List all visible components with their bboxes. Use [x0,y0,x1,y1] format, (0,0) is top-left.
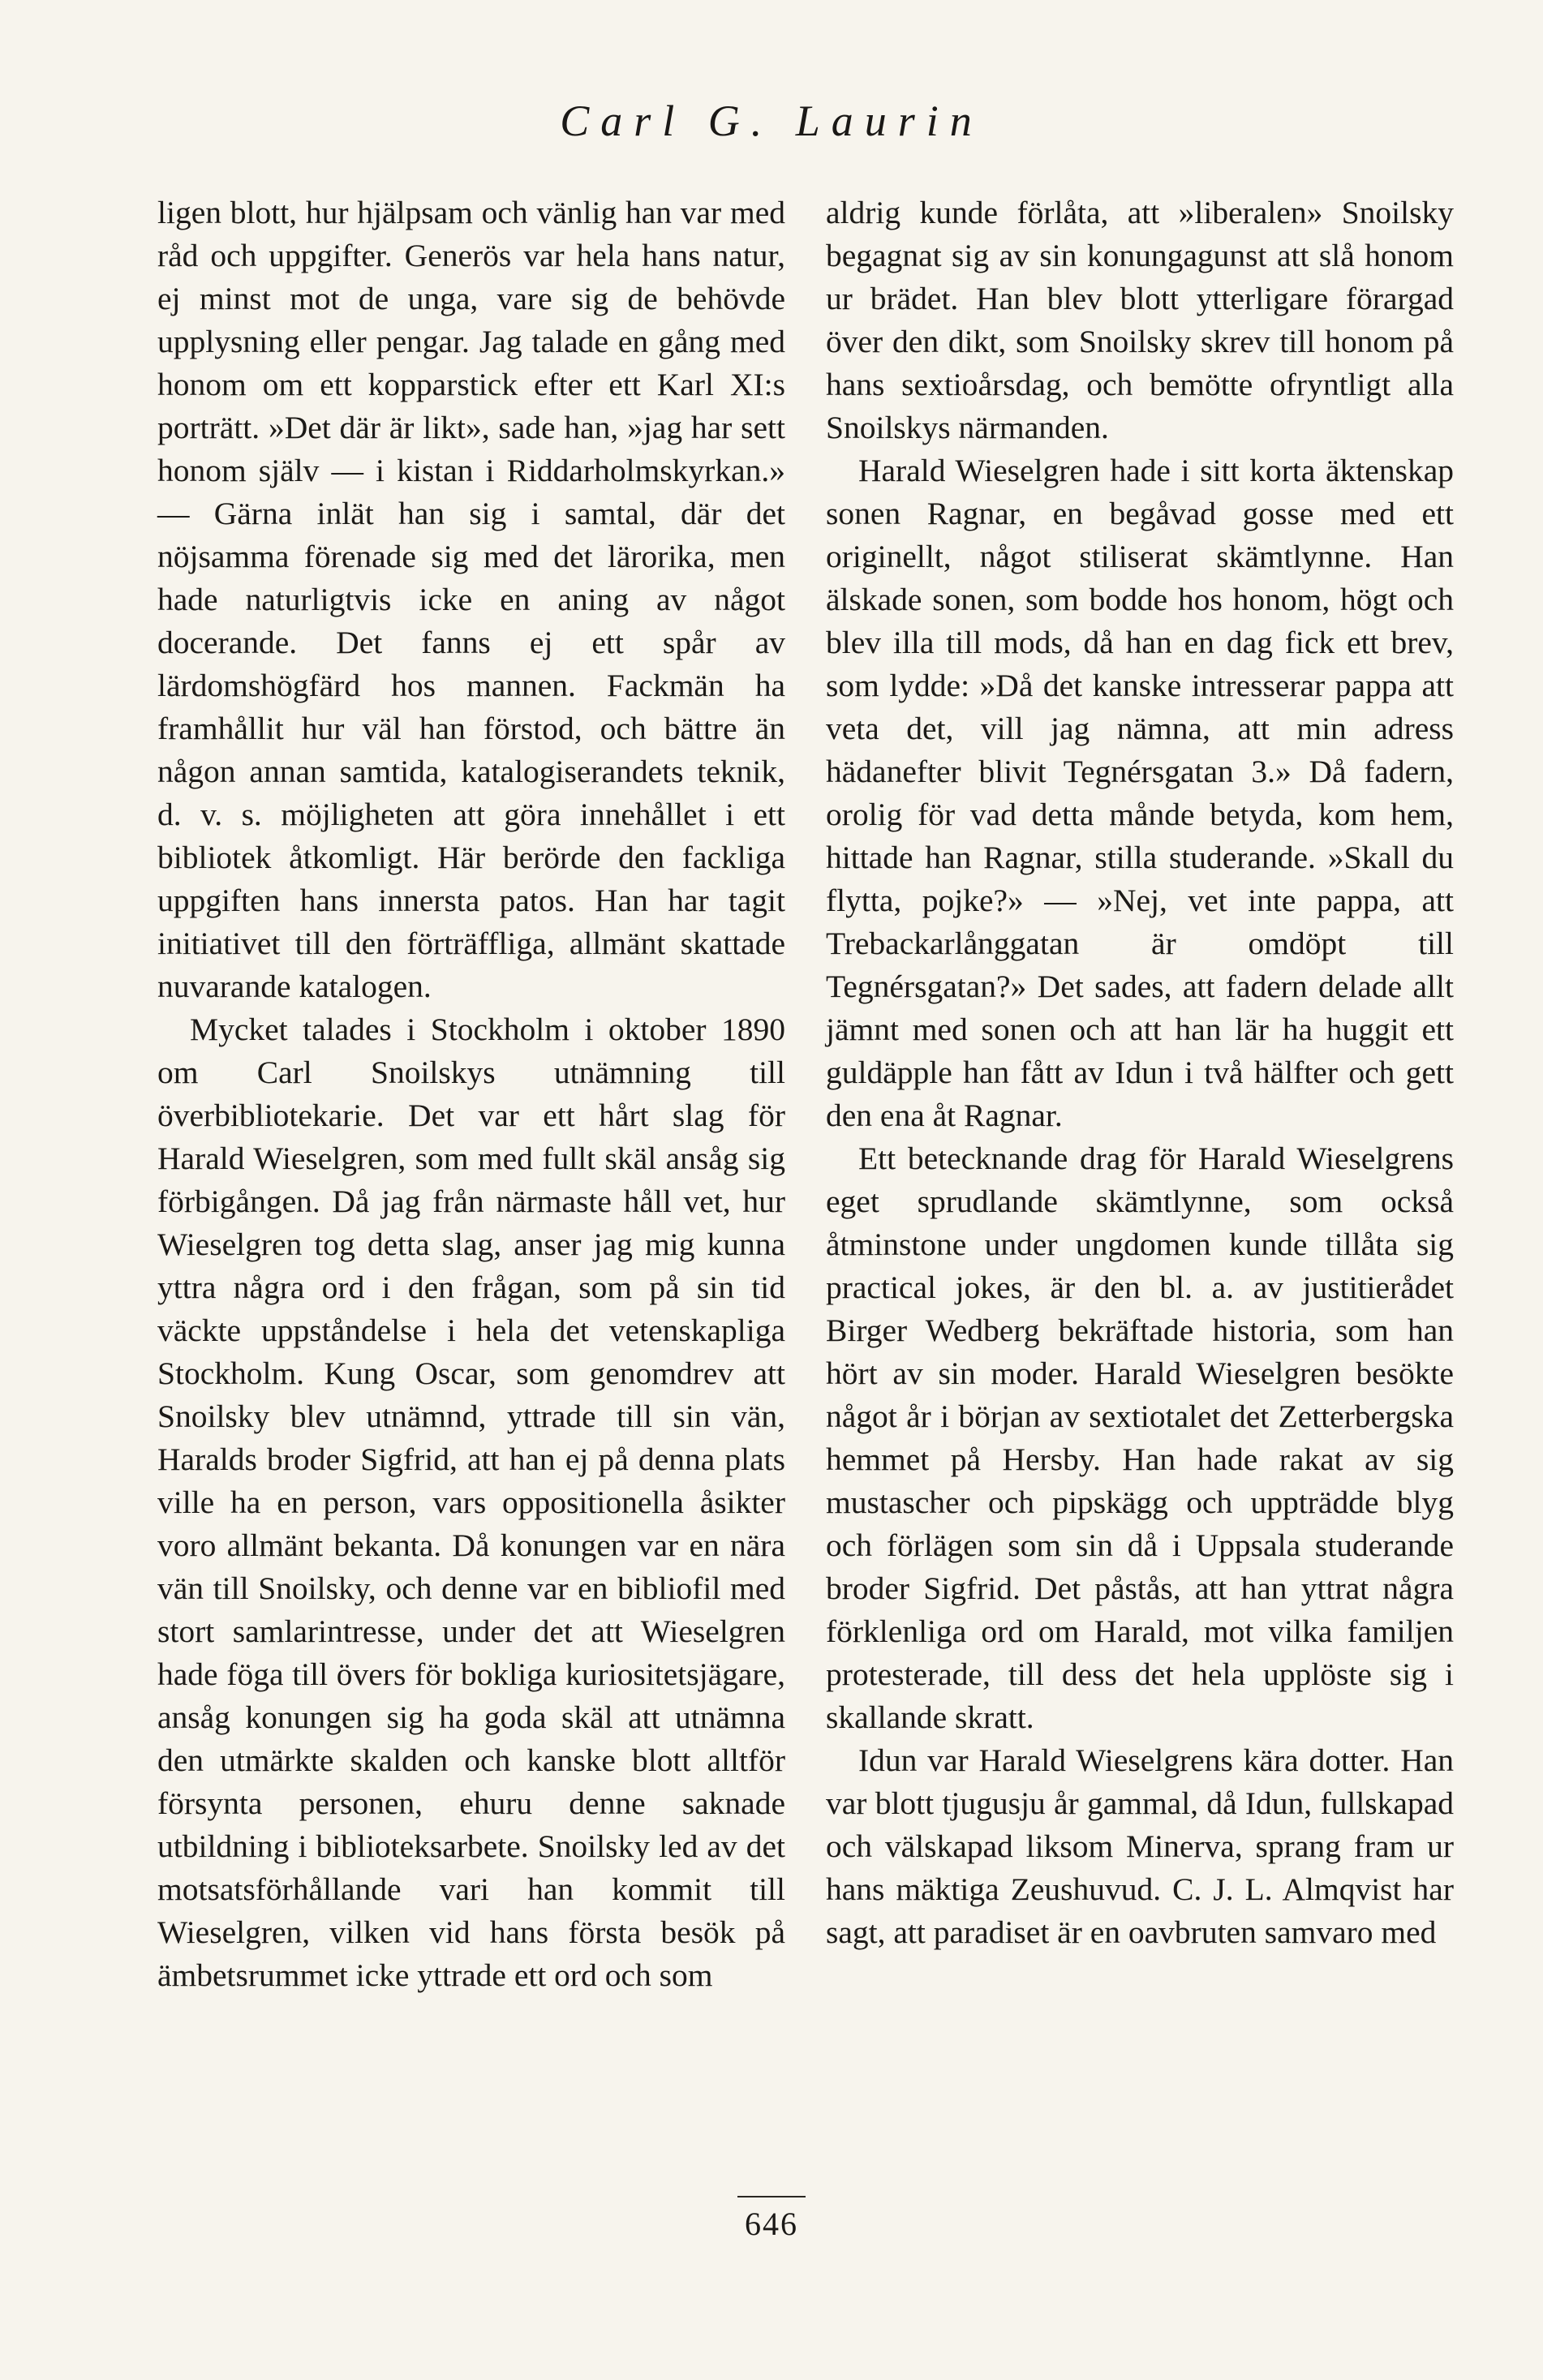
left-column [157,191,785,1997]
paragraph: Mycket talades i Stockholm i oktober 1890 om Carl Snoilskys utnämning till överbibliotekarie. Det var ett hårt slag för Harald Wieselgren, som med fullt skäl ansåg sig förbigången. Då jag från närmaste håll vet, hur Wieselgren tog detta slag, anser jag mig kunna yttra några ord i den frågan, som på sin tid väckte uppståndelse i hela det vetenskapliga Stockholm. Kung Oscar, som genomdrev att Snoilsky blev utnämnd, yttrade till sin vän, Haralds broder Sigfrid, att han ej på denna plats ville ha en person, vars oppositionella åsikter voro allmänt bekanta. Då konungen var en nära vän till Snoilsky, och denne var en bibliofil med stort samlarintresse, under det att Wieselgren hade föga till övers för bokliga kuriositetsjägare, ansåg konungen sig ha goda skäl att utnämna den utmärkte skalden och kanske blott alltför försynta personen, ehuru denne saknade utbildning i biblioteksarbete. Snoilsky led av det motsatsförhållande vari han kommit till Wieselgren, vilken vid hans första besök på ämbetsrummet icke yttrade ett ord och som [157,1012,785,1993]
paragraph: Idun var Harald Wieselgrens kära dotter. Han var blott tjugusju år gammal, då Idun, fullskapad och välskapad liksom Minerva, sprang fram ur hans mäktiga Zeushuvud. C. J. L. Almqvist har sagt, att paradiset är en oavbruten samvaro med [826,1742,1454,1950]
paragraph: ligen blott, hur hjälpsam och vänlig han var med råd och uppgifter. Generös var hela hans natur, ej minst mot de unga, vare sig de behövde upplysning eller pengar. Jag talade en gång med honom om ett kopparstick efter ett Karl XI:s porträtt. »Det där är likt», sade han, »jag har sett honom själv — i kistan i Riddarholmskyrkan.» — Gärna inlät han sig i samtal, där det nöjsamma förenade sig med det lärorika, men hade naturligtvis icke en aning av något docerande. Det fanns ej ett spår av lärdomshögfärd hos mannen. Fackmän ha framhållit hur väl han förstod, och bättre än någon annan samtida, katalogiserandets teknik, d. v. s. möjligheten att göra innehållet i ett bibliotek åtkomligt. Här berörde den fackliga uppgiften hans innersta patos. Han har tagit initiativet till den förträffliga, allmänt skattade nuvarande katalogen. [157,195,785,1004]
page-footer [0,2190,1543,2243]
right-column [826,191,1454,1954]
running-head: Carl G. Laurin [560,97,983,145]
paragraph: aldrig kunde förlåta, att »liberalen» Snoilsky begagnat sig av sin konungagunst att slå honom ur brädet. Han blev blott ytterligare förargad över den dikt, som Snoilsky skrev till honom på hans sextioårsdag, och bemötte ofryntligt alla Snoilskys närmanden. [826,195,1454,445]
paragraph: Harald Wieselgren hade i sitt korta äktenskap sonen Ragnar, en begåvad gosse med ett originellt, något stiliserat skämtlynne. Han älskade sonen, som bodde hos honom, högt och blev illa till mods, då han en dag fick ett brev, som lydde: »Då det kanske intresserar pappa att veta det, vill jag nämna, att min adress hädanefter blivit Tegnérsgatan 3.» Då fadern, orolig för vad detta månde betyda, kom hem, hittade han Ragnar, stilla studerande. »Skall du flytta, pojke?» — »Nej, vet inte pappa, att Trebackarlånggatan är omdöpt till Tegnérsgatan?» Det sades, att fadern delade allt jämnt med sonen och att han lär ha huggit ett guldäpple han fått av Idun i två hälfter och gett den ena åt Ragnar. [826,453,1454,1133]
page-number: 646 [745,2206,798,2242]
footer-rule [737,2196,806,2197]
paragraph: Ett betecknande drag för Harald Wieselgrens eget sprudlande skämtlynne, som också åtminstone under ungdomen kunde tillåta sig practical jokes, är den bl. a. av justitierådet Birger Wedberg bekräftade historia, som han hört av sin moder. Harald Wieselgren besökte något år i början av sextiotalet det Zetterbergska hemmet på Hersby. Han hade rakat av sig mustascher och pipskägg och uppträdde blyg och förlägen som sin då i Uppsala studerande broder Sigfrid. Det påstås, att han yttrat några förklenliga ord om Harald, mot vilka familjen protesterade, till dess det hela upplöste sig i skallande skratt. [826,1141,1454,1735]
